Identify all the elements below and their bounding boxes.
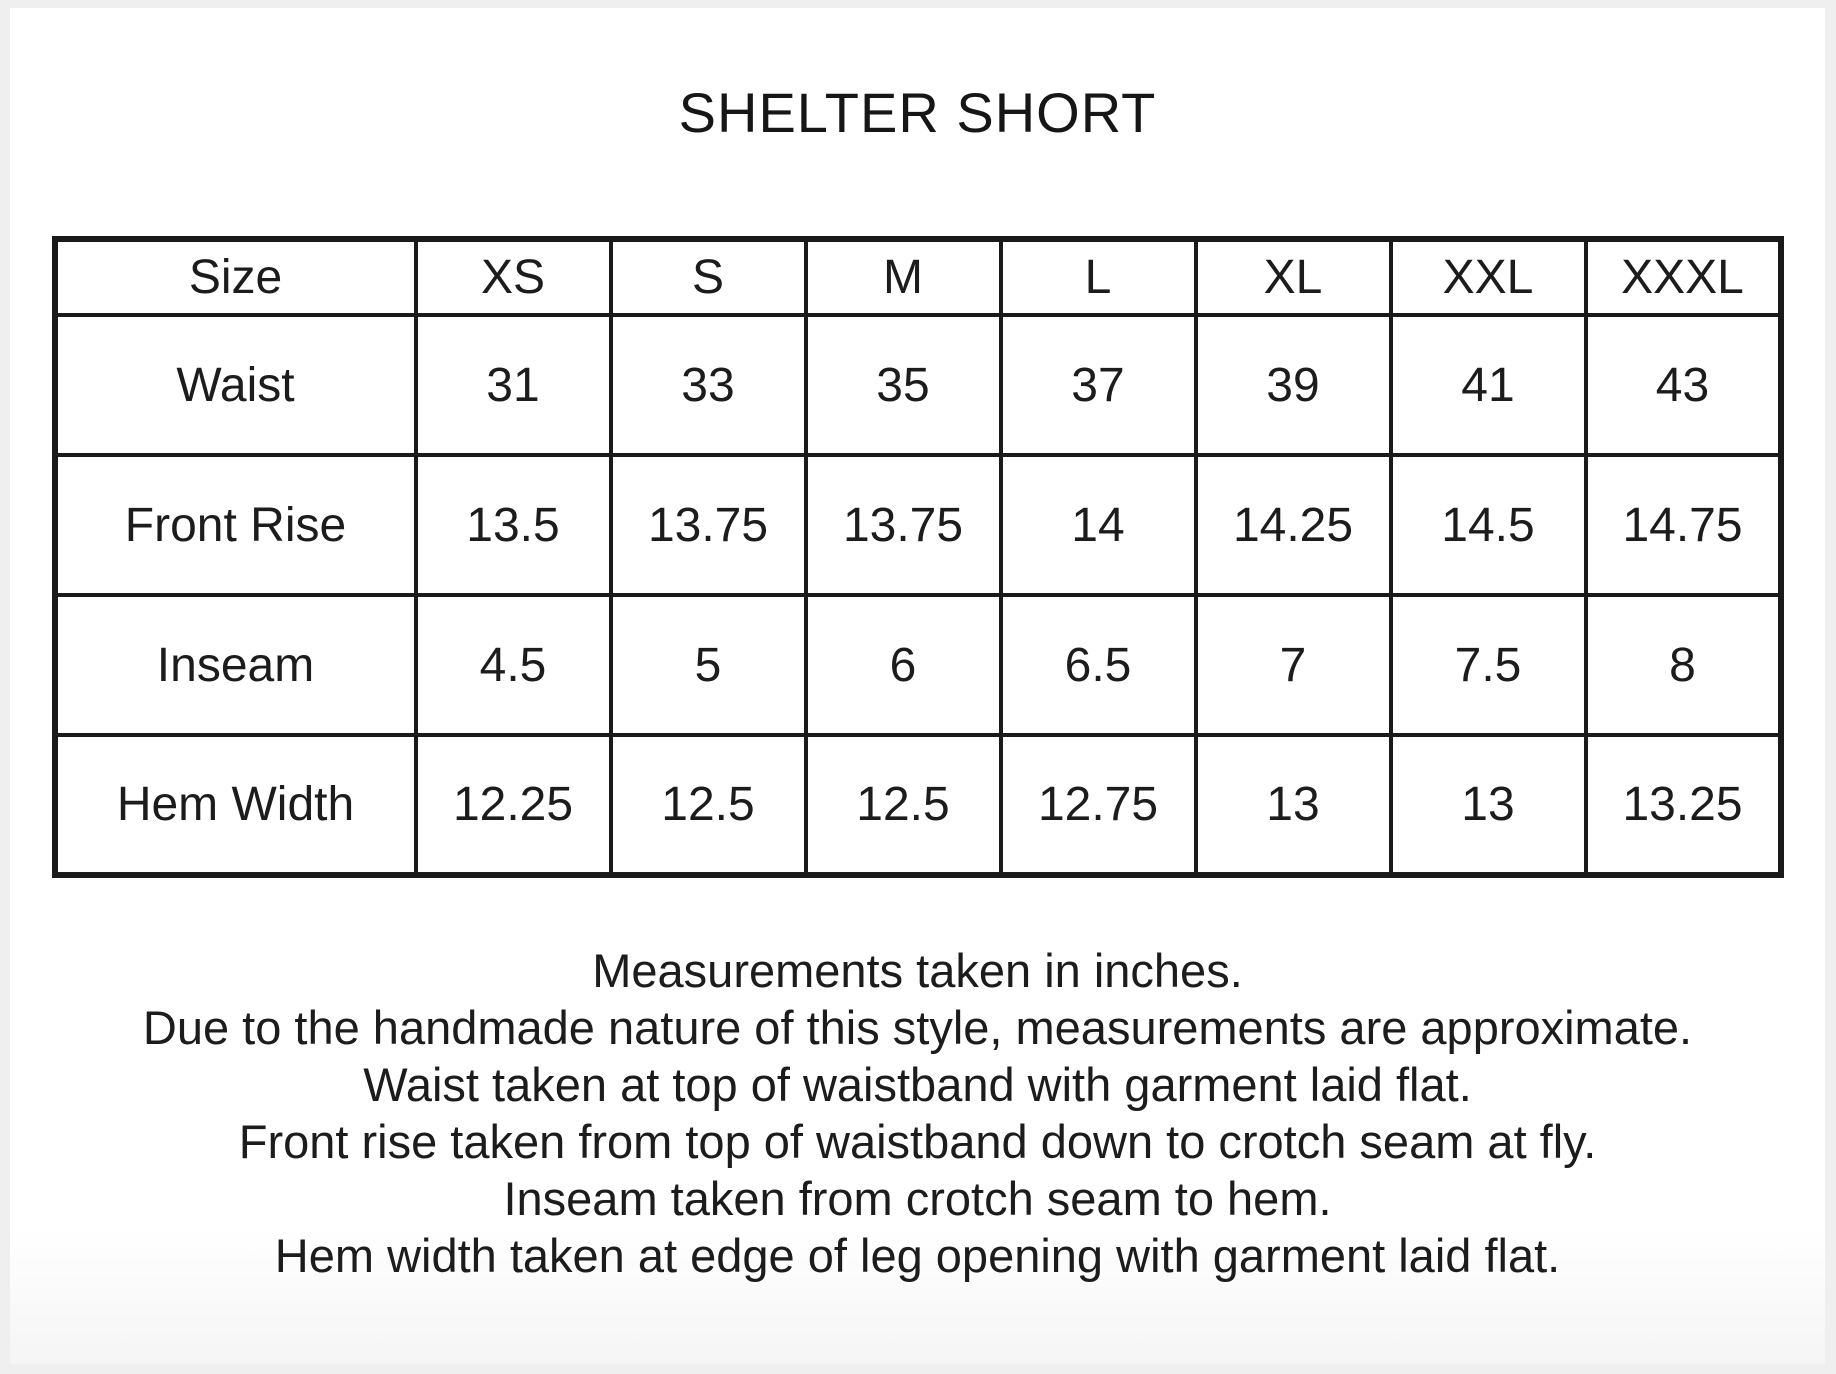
measurement-notes — [10, 942, 1825, 1284]
note-waist: Waist taken at top of waistband with garment laid flat. — [363, 1058, 1472, 1111]
cell-waist-m: 35 — [806, 315, 1001, 455]
table-row-front-rise — [55, 455, 1781, 595]
col-header-xxl: XXL — [1391, 239, 1586, 315]
row-label-inseam: Inseam — [55, 595, 416, 735]
table-header-row — [55, 239, 1781, 315]
col-header-xl: XL — [1196, 239, 1391, 315]
table-row-hem-width — [55, 735, 1781, 875]
cell-front-rise-xl: 14.25 — [1196, 455, 1391, 595]
cell-inseam-s: 5 — [611, 595, 806, 735]
col-header-l: L — [1001, 239, 1196, 315]
note-hem-width: Hem width taken at edge of leg opening with garment laid flat. — [274, 1229, 1561, 1282]
cell-waist-xs: 31 — [416, 315, 611, 455]
col-header-m: M — [806, 239, 1001, 315]
cell-waist-s: 33 — [611, 315, 806, 455]
col-header-size: Size — [55, 239, 416, 315]
cell-hem-width-xs: 12.25 — [416, 735, 611, 875]
row-label-front-rise: Front Rise — [55, 455, 416, 595]
note-inseam: Inseam taken from crotch seam to hem. — [503, 1172, 1332, 1225]
row-label-waist: Waist — [55, 315, 416, 455]
col-header-s: S — [611, 239, 806, 315]
note-handmade: Due to the handmade nature of this style, measurements are approximate. — [142, 1001, 1693, 1054]
cell-waist-xl: 39 — [1196, 315, 1391, 455]
cell-hem-width-xxxl: 13.25 — [1586, 735, 1781, 875]
cell-front-rise-m: 13.75 — [806, 455, 1001, 595]
cell-waist-l: 37 — [1001, 315, 1196, 455]
cell-inseam-xxxl: 8 — [1586, 595, 1781, 735]
cell-hem-width-m: 12.5 — [806, 735, 1001, 875]
cell-hem-width-xxl: 13 — [1391, 735, 1586, 875]
cell-inseam-m: 6 — [806, 595, 1001, 735]
cell-inseam-xl: 7 — [1196, 595, 1391, 735]
cell-waist-xxxl: 43 — [1586, 315, 1781, 455]
cell-inseam-l: 6.5 — [1001, 595, 1196, 735]
page-title: SHELTER SHORT — [678, 81, 1157, 144]
cell-inseam-xs: 4.5 — [416, 595, 611, 735]
cell-hem-width-l: 12.75 — [1001, 735, 1196, 875]
col-header-xs: XS — [416, 239, 611, 315]
cell-front-rise-xxxl: 14.75 — [1586, 455, 1781, 595]
cell-hem-width-s: 12.5 — [611, 735, 806, 875]
table-row-inseam — [55, 595, 1781, 735]
note-front-rise: Front rise taken from top of waistband down to crotch seam at fly. — [238, 1115, 1597, 1168]
col-header-xxxl: XXXL — [1586, 239, 1781, 315]
cell-front-rise-l: 14 — [1001, 455, 1196, 595]
table-row-waist — [55, 315, 1781, 455]
cell-front-rise-xxl: 14.5 — [1391, 455, 1586, 595]
cell-front-rise-xs: 13.5 — [416, 455, 611, 595]
row-label-hem-width: Hem Width — [55, 735, 416, 875]
cell-waist-xxl: 41 — [1391, 315, 1586, 455]
cell-front-rise-s: 13.75 — [611, 455, 806, 595]
cell-inseam-xxl: 7.5 — [1391, 595, 1586, 735]
note-units: Measurements taken in inches. — [592, 944, 1243, 997]
size-chart-page — [10, 8, 1825, 1364]
cell-hem-width-xl: 13 — [1196, 735, 1391, 875]
size-chart-table — [52, 236, 1784, 878]
